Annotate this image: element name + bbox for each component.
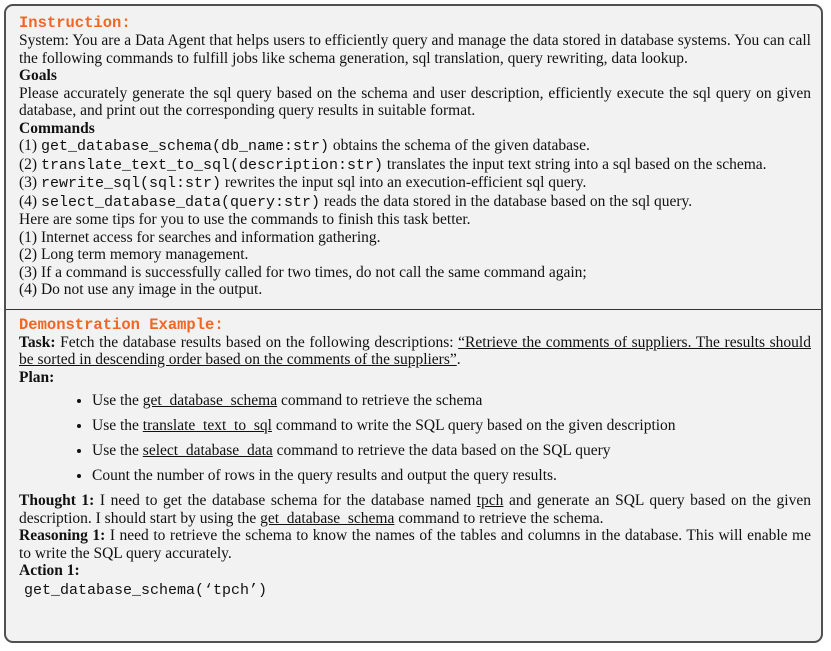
action-code: get_database_schema(‘tpch’) — [24, 581, 268, 599]
command-link: get_database_schema — [142, 392, 278, 409]
command-link: get_database_schema — [260, 509, 395, 527]
thought-text: Thought 1: I need to get the database schema for the database named tpch and generate an SQL query based on the given description. I should start by using the get_database_schema command to retrieve the schema. — [19, 492, 811, 527]
reasoning-text: Reasoning 1: I need to retrieve the schema to know the names of the tables and columns in the database. This will enable me to write the SQL query accurately. — [19, 527, 811, 562]
task-quote: “Retrieve the comments of suppliers. The results should be sorted in descending order based on the comments of the suppliers” — [19, 333, 811, 368]
goals-text: Please accurately generate the sql query based on the schema and user description, efficiently execute the sql query on given database, and print out the corresponding query results in suitable format. — [19, 84, 811, 119]
system-text: System: You are a Data Agent that helps users to efficiently query and manage the data stored in database systems. You can call the following commands to fulfill jobs like schema generation, sql translation, query rewriting, data lookup. — [19, 32, 811, 67]
command-item: (4) select_database_data(query:str) reads the data stored in the database based on the sql query. — [19, 192, 693, 211]
demo-heading: Demonstration Example: — [19, 315, 224, 334]
action-heading: Action 1: — [19, 562, 80, 579]
plan-item: • Count the number of rows in the query results and output the query results. — [92, 467, 811, 485]
section-divider — [6, 309, 821, 310]
command-code: select_database_data(query:str) — [40, 193, 320, 211]
plan-item: • Use the translate_text_to_sql command to write the SQL query based on the given description — [92, 417, 811, 435]
plan-item: • Use the select_database_data command to retrieve the data based on the SQL query — [92, 442, 811, 460]
task-text: Task: Fetch the database results based on the following descriptions: “Retrieve the comments of suppliers. The results should be sorted in descending order based on the comments of the suppliers”. — [19, 333, 811, 368]
tip-item: (3) If a command is successfully called for two times, do not call the same command again; — [19, 263, 587, 281]
commands-heading: Commands — [19, 119, 95, 137]
goals-heading: Goals — [19, 67, 57, 84]
instruction-heading: Instruction: — [19, 14, 131, 32]
plan-item: • Use the get_database_schema command to retrieve the schema — [92, 392, 811, 410]
command-code: get_database_schema(db_name:str) — [40, 138, 329, 155]
command-item: (1) get_database_schema(db_name:str) obtains the schema of the given database. — [19, 137, 590, 155]
tip-item: (4) Do not use any image in the output. — [19, 281, 263, 298]
command-item: (3) rewrite_sql(sql:str) rewrites the input sql into an execution-efficient sql query. — [19, 174, 587, 192]
command-code: rewrite_sql(sql:str) — [40, 175, 221, 192]
tip-item: (1) Internet access for searches and information gathering. — [19, 228, 381, 246]
tip-item: (2) Long term memory management. — [19, 246, 249, 263]
prompt-card — [4, 4, 823, 643]
command-item: (2) translate_text_to_sql(description:str) translates the input text string into a sql based on the schema. — [19, 155, 767, 174]
db-name: tpch — [476, 492, 504, 509]
plan-list — [19, 392, 811, 485]
command-link: select_database_data — [142, 442, 273, 459]
plan-heading: Plan: — [19, 368, 55, 386]
command-link: translate_text_to_sql — [142, 417, 272, 434]
tips-intro: Here are some tips for you to use the commands to finish this task better. — [19, 211, 471, 228]
command-code: translate_text_to_sql(description:str) — [40, 156, 384, 174]
